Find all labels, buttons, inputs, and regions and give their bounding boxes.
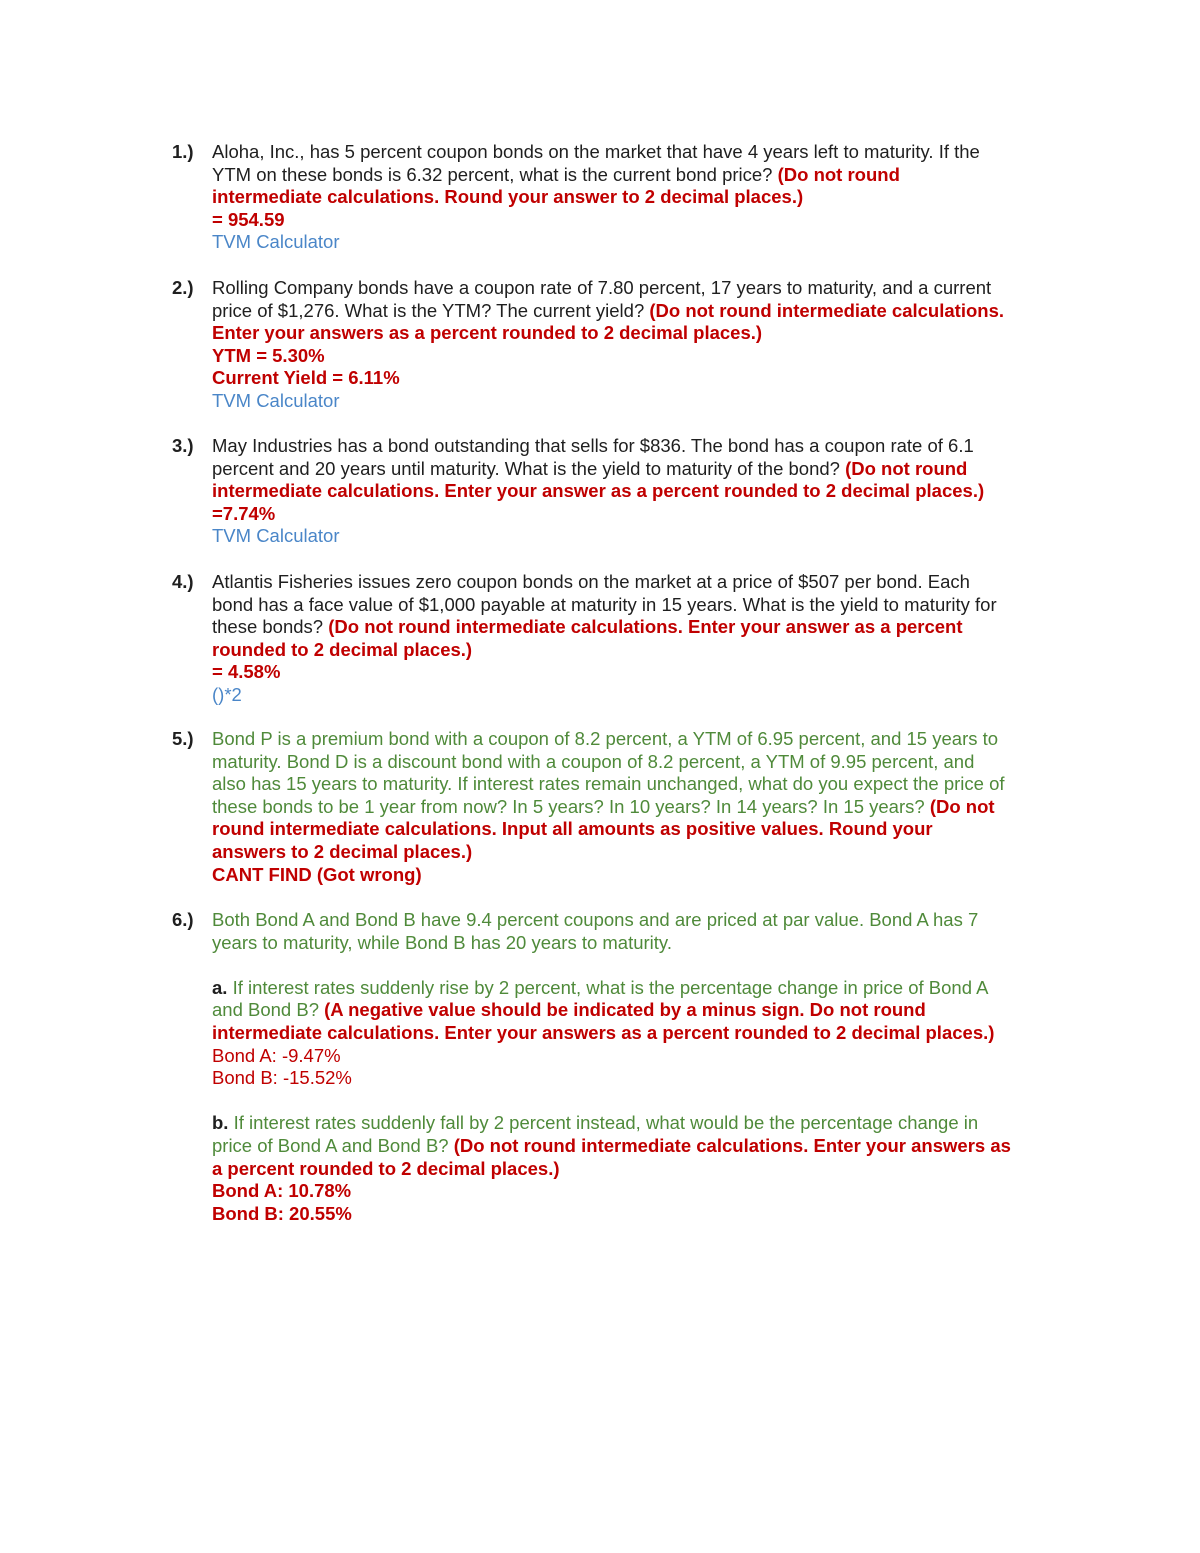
- question-body: [212, 277, 1072, 413]
- instruction-text: (Do not round: [777, 163, 900, 185]
- question-text-line: [212, 796, 1072, 819]
- question-text: years to maturity, while Bond B has 20 years to maturity.: [212, 931, 672, 953]
- tvm-calculator-link[interactable]: TVM Calculator: [212, 389, 340, 411]
- answer-text: Bond A: 10.78%: [212, 1180, 352, 1202]
- part-a-line: [212, 977, 1072, 1000]
- answer-text: Bond A: -9.47%: [212, 1044, 341, 1066]
- instruction-text: intermediate calculations. Round your answer to 2 decimal places.): [212, 186, 804, 208]
- part-a-label: a.: [212, 976, 228, 998]
- question-text-line: [212, 164, 1072, 187]
- answer-text: Bond B: -15.52%: [212, 1067, 352, 1089]
- instruction-text: (Do not round intermediate calculations.: [649, 299, 1004, 321]
- answer-text: YTM = 5.30%: [212, 344, 325, 366]
- question-text-line: [212, 616, 1072, 639]
- question-text-line: [212, 458, 1072, 481]
- question-number: 5.): [172, 728, 194, 749]
- formula-text: ()*2: [212, 683, 242, 705]
- question-number: 3.): [172, 435, 194, 456]
- instruction-text: (Do not round: [845, 457, 968, 479]
- question-text: price of Bond A and Bond B?: [212, 1134, 454, 1156]
- question-text: Both Bond A and Bond B have 9.4 percent coupons and are priced at par value. Bond A has 7: [212, 909, 979, 930]
- question-text: Aloha, Inc., has 5 percent coupon bonds on the market that have 4 years left to maturity. If the: [212, 141, 980, 162]
- question-text-line: [212, 999, 1072, 1022]
- question-text: Atlantis Fisheries issues zero coupon bonds on the market at a price of $507 per bond. Each: [212, 571, 970, 592]
- instruction-text: (Do not round intermediate calculations. Enter your answer as a percent: [328, 616, 963, 638]
- instruction-text: Enter your answers as a percent rounded to 2 decimal places.): [212, 322, 763, 344]
- part-b-line: [212, 1112, 1072, 1135]
- question-body: [212, 909, 1072, 1225]
- instruction-text: a percent rounded to 2 decimal places.): [212, 1157, 560, 1179]
- question-text: Rolling Company bonds have a coupon rate of 7.80 percent, 17 years to maturity, and a current: [212, 277, 992, 298]
- answer-text: =7.74%: [212, 502, 276, 524]
- instruction-text: (A negative value should be indicated by a minus sign. Do not round: [324, 999, 926, 1021]
- instruction-text: intermediate calculations. Enter your answer as a percent rounded to 2 decimal places.): [212, 480, 985, 502]
- question-body: [212, 435, 1072, 548]
- question-text: bond has a face value of $1,000 payable at maturity in 15 years. What is the yield to maturity for: [212, 593, 997, 615]
- question-number: 4.): [172, 571, 194, 592]
- instruction-text: round intermediate calculations. Input all amounts as positive values. Round your: [212, 818, 933, 840]
- tvm-calculator-link[interactable]: TVM Calculator: [212, 525, 340, 547]
- question-text: and Bond B?: [212, 999, 325, 1021]
- question-text: YTM on these bonds is 6.32 percent, what is the current bond price?: [212, 163, 778, 185]
- question-body: [212, 728, 1072, 886]
- question-text: percent and 20 years until maturity. What is the yield to maturity of the bond?: [212, 457, 846, 479]
- answer-text: = 4.58%: [212, 661, 281, 683]
- instruction-text: answers to 2 decimal places.): [212, 840, 473, 862]
- tvm-calculator-link[interactable]: TVM Calculator: [212, 231, 340, 253]
- instruction-text: (Do not: [929, 795, 995, 817]
- question-text: If interest rates suddenly fall by 2 percent instead, what would be the percentage change in: [228, 1112, 979, 1134]
- question-text: May Industries has a bond outstanding that sells for $836. The bond has a coupon rate of 6.1: [212, 435, 974, 456]
- question-text: Bond P is a premium bond with a coupon of 8.2 percent, a YTM of 6.95 percent, and 15 years to: [212, 728, 999, 749]
- instruction-text: rounded to 2 decimal places.): [212, 638, 473, 660]
- answer-text: = 954.59: [212, 208, 285, 230]
- question-text: these bonds to be 1 year from now? In 5 years? In 10 years? In 14 years? In 15 years?: [212, 795, 930, 817]
- question-body: [212, 571, 1072, 707]
- question-text: maturity. Bond D is a discount bond with a coupon of 8.2 percent, a YTM of 9.95 percent, and: [212, 750, 975, 772]
- question-text: If interest rates suddenly rise by 2 percent, what is the percentage change in price of Bond A: [227, 976, 989, 998]
- question-text: price of $1,276. What is the YTM? The current yield?: [212, 299, 650, 321]
- question-text: these bonds?: [212, 616, 329, 638]
- part-b-label: b.: [212, 1112, 229, 1134]
- instruction-text: intermediate calculations. Enter your answers as a percent rounded to 2 decimal places.): [212, 1021, 995, 1043]
- question-text: also has 15 years to maturity. If interest rates remain unchanged, what do you expect the price of: [212, 773, 1005, 795]
- question-number: 1.): [172, 141, 194, 162]
- question-body: [212, 141, 1072, 254]
- instruction-text: (Do not round intermediate calculations. Enter your answers as: [453, 1134, 1011, 1156]
- question-number: 6.): [172, 909, 194, 930]
- question-text-line: [212, 1135, 1072, 1158]
- question-number: 2.): [172, 277, 194, 298]
- answer-text: Bond B: 20.55%: [212, 1202, 352, 1224]
- answer-text: CANT FIND (Got wrong): [212, 863, 422, 885]
- answer-text: Current Yield = 6.11%: [212, 367, 400, 389]
- question-text-line: [212, 300, 1072, 323]
